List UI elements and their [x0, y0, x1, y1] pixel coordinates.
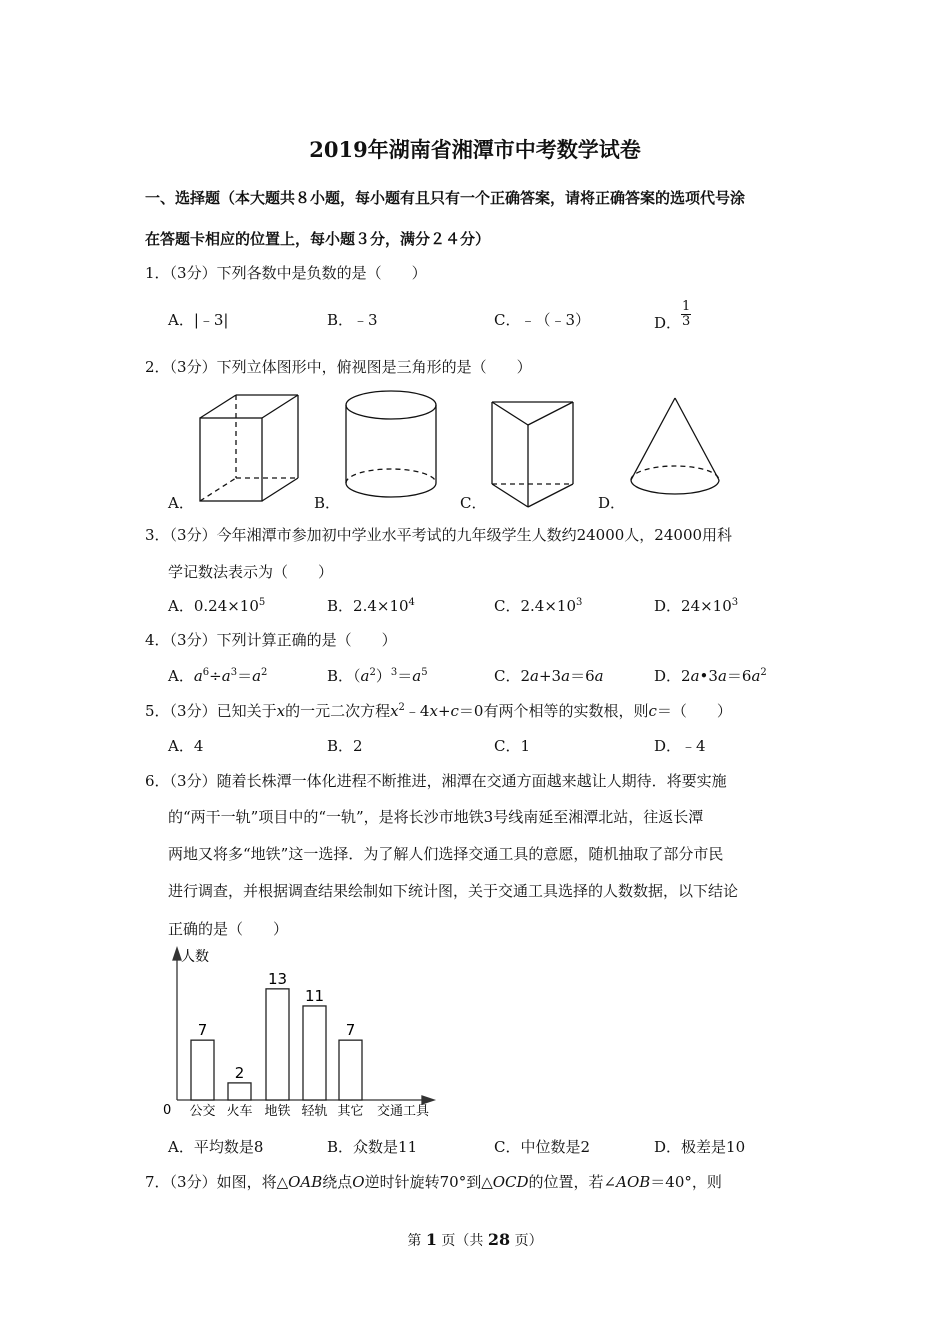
exponent: 5 [258, 597, 266, 608]
bar-地铁 [266, 989, 289, 1100]
q6-stem-line4: 进行调查，并根据调查结果绘制如下统计图，关于交通工具选择的人数数据，以下结论 [168, 882, 739, 900]
category-label: 轻轨 [301, 1104, 328, 1119]
var: a [751, 667, 761, 685]
fraction-denominator: 3 [682, 314, 691, 329]
q6-stem-line2: 的“两干一轨”项目中的“一轨”，是将长沙市地铁3号线南延至湘潭北站，往返长潭 [168, 808, 704, 826]
y-axis-label: 人数 [181, 949, 209, 965]
exponent: 3 [230, 667, 238, 678]
text: 的一元二次方程 [285, 702, 391, 720]
exponent: 4 [408, 597, 415, 608]
op: +3 [538, 667, 562, 685]
exponent: 3 [390, 667, 398, 678]
var: x [390, 702, 399, 720]
q3-option-d-base: D．24×10 [654, 597, 732, 615]
label: A． [168, 667, 194, 685]
bar-火车 [228, 1083, 251, 1100]
page-footer [0, 1230, 950, 1250]
text: 5．（3分）已知关于 [145, 702, 277, 720]
op: •3 [699, 667, 718, 685]
exponent: 2 [369, 667, 376, 678]
page-number: 1 [425, 1230, 437, 1249]
var: a [252, 667, 262, 685]
text: ＝0有两个相等的实数根，则 [458, 702, 649, 720]
exponent: 5 [421, 667, 428, 678]
var: a [717, 667, 727, 685]
q2-option-b: B． [314, 494, 341, 512]
op: ） [375, 667, 391, 685]
q1-stem: 1．（3分）下列各数中是负数的是（ ） [145, 264, 427, 282]
q6-stem-line1: 6．（3分）随着长株潭一体化进程不断推进，湘潭在交通方面越来越让人期待．将要实施 [145, 772, 727, 790]
var: c [648, 702, 657, 720]
x-axis-arrow [422, 1096, 434, 1104]
op: ÷ [209, 667, 222, 685]
q2-option-d: D． [598, 494, 626, 512]
op: ＝ [237, 667, 253, 685]
q6-stem-line3: 两地又将多“地铁”这一选择．为了解人们选择交通工具的意愿，随机抽取了部分市民 [168, 845, 724, 863]
bar-value-label: 7 [197, 1021, 208, 1040]
var: OAB [288, 1173, 323, 1191]
q6-option-d: D．极差是10 [654, 1138, 746, 1156]
q1-option-d-label: D． [654, 313, 682, 332]
bar-value-label: 7 [345, 1021, 356, 1040]
var: a [360, 667, 370, 685]
exponent: 2 [760, 667, 767, 678]
var: a [594, 667, 604, 685]
q6-option-b: B．众数是11 [327, 1138, 418, 1156]
op: ＝6 [726, 667, 752, 685]
label: C．2 [494, 667, 531, 685]
page-total: 28 [487, 1230, 511, 1249]
op: ＝ [397, 667, 413, 685]
bar-value-label: 2 [234, 1063, 245, 1082]
category-label: 火车 [226, 1104, 253, 1119]
q6-stem-line5: 正确的是（ ） [168, 920, 289, 938]
var: a [530, 667, 539, 685]
q1-option-b: B．﹣3 [327, 311, 378, 329]
q2-option-c: C． [460, 494, 487, 512]
section-heading-line2: 在答题卡相应的位置上，每小题３分，满分２４分） [145, 230, 491, 248]
label: D．2 [654, 667, 691, 685]
exponent: 3 [731, 597, 739, 608]
y-axis-arrow [173, 948, 181, 960]
op: ＝6 [570, 667, 595, 685]
q1-option-c: C．﹣（﹣3） [494, 311, 591, 329]
q3-stem-line2: 学记数法表示为（ ） [168, 563, 334, 581]
q3-option-a-base: A．0.24×10 [168, 597, 259, 615]
var: a [193, 667, 203, 685]
page-title: 2019年湖南省湘潭市中考数学试卷 [309, 137, 641, 162]
text: 逆时针旋转70°到△ [364, 1173, 493, 1191]
q5-option-d: D．﹣4 [654, 737, 706, 755]
var: O [352, 1173, 365, 1191]
chart-bars [189, 970, 363, 1119]
q7-stem [145, 1171, 722, 1192]
x-axis-label: 交通工具 [377, 1104, 430, 1119]
q4-stem: 4．（3分）下列计算正确的是（ ） [145, 631, 397, 649]
text: ＝（ ） [656, 702, 732, 720]
category-label: 地铁 [264, 1104, 291, 1119]
q1-option-a: A．|﹣3| [168, 311, 229, 329]
q6-option-a: A．平均数是8 [168, 1138, 264, 1156]
var: a [221, 667, 231, 685]
var: x [276, 702, 286, 720]
text: 页（共 [436, 1233, 488, 1249]
bar-value-label: 13 [267, 969, 288, 988]
origin-label: 0 [163, 1103, 172, 1118]
q3-option-b-base: B．2.4×10 [327, 597, 409, 615]
var: OCD [492, 1173, 529, 1191]
text: 7．（3分）如图，将△ [145, 1173, 289, 1191]
q5-option-b: B．2 [327, 737, 363, 755]
exponent: 2 [398, 702, 405, 713]
exponent: 3 [576, 597, 583, 608]
text: 绕点 [322, 1173, 353, 1191]
text: 第 [407, 1233, 426, 1249]
category-label: 其它 [337, 1104, 364, 1119]
section-heading-line1: 一、选择题（本大题共８小题，每小题有且只有一个正确答案，请将正确答案的选项代号涂 [145, 189, 746, 207]
q3-option-c-base: C．2.4×10 [494, 597, 576, 615]
q3-stem-line1: 3．（3分）今年湘潭市参加初中学业水平考试的九年级学生人数约24000人，24000用科 [145, 526, 733, 544]
text: 的位置，若∠ [528, 1173, 617, 1191]
label: B．（ [327, 667, 361, 685]
q6-option-c: C．中位数是2 [494, 1138, 591, 1156]
var: c [450, 702, 459, 720]
q5-option-c: C．1 [494, 737, 531, 755]
var: a [412, 667, 422, 685]
bar-其它 [339, 1040, 362, 1100]
text: 页） [510, 1233, 543, 1249]
text: ＝40°，则 [650, 1173, 722, 1191]
exponent: 6 [202, 667, 210, 678]
category-label: 公交 [189, 1104, 216, 1119]
bar-公交 [191, 1040, 214, 1100]
q2-stem: 2．（3分）下列立体图形中，俯视图是三角形的是（ ） [145, 358, 532, 376]
fraction-numerator: 1 [682, 299, 691, 314]
q2-option-a: A． [168, 494, 194, 512]
text: + [437, 702, 451, 720]
var: AOB [616, 1173, 651, 1191]
bar-value-label: 11 [304, 986, 325, 1005]
bar-轻轨 [303, 1006, 326, 1100]
var: a [690, 667, 700, 685]
var: x [429, 702, 438, 720]
exponent: 2 [261, 667, 268, 678]
text: ﹣4 [404, 702, 430, 720]
var: a [561, 667, 571, 685]
q5-option-a: A．4 [168, 737, 204, 755]
